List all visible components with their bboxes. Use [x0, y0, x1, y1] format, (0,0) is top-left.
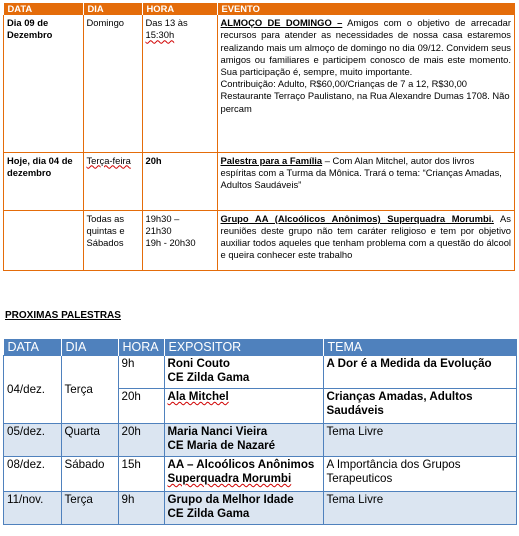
lecture-date: 11/nov. [4, 492, 62, 525]
events-header-row [4, 3, 515, 15]
event-title: Grupo AA (Alcoólicos Anônimos) Superquadra Morumbi. [220, 212, 494, 224]
events-header-event: EVENTO [217, 3, 515, 15]
event-title: Palestra para a Família [220, 154, 323, 166]
lecture-day: Sábado [61, 457, 118, 492]
event-row [4, 152, 515, 210]
event-date: Dia 09 de Dezembro [4, 15, 84, 152]
lecture-speaker: Ala Mitchel [164, 389, 323, 424]
events-header-day: DIA [83, 3, 142, 15]
lecture-date: 05/dez. [4, 424, 62, 457]
event-description [217, 210, 515, 270]
event-time [142, 210, 217, 270]
lectures-header-theme: TEMA [323, 339, 517, 356]
lecture-time: 9h [118, 356, 164, 389]
event-description [217, 15, 515, 152]
lectures-header-date: DATA [4, 339, 62, 356]
lectures-header-row [4, 339, 517, 356]
lecture-time: 15h [118, 457, 164, 492]
lecture-date: 04/dez. [4, 356, 62, 424]
lectures-header-time: HORA [118, 339, 164, 356]
lectures-header-day: DIA [61, 339, 118, 356]
lecture-date: 08/dez. [4, 457, 62, 492]
lecture-row [4, 356, 517, 389]
event-day: Terça-feira [83, 152, 142, 210]
event-date [4, 210, 84, 270]
event-time-end: 21h30 [145, 224, 172, 236]
lecture-speaker: Grupo da Melhor Idade CE Zilda Gama [164, 492, 323, 525]
lecture-speaker: AA – Alcoólicos Anônimos Superquadra Morumbi [164, 457, 323, 492]
event-time-start: Das 13 às [145, 17, 188, 29]
lecture-time: 9h [118, 492, 164, 525]
event-text: – Com Alan Mitchel, autor dos livros espíritas com a Turma da Mônica. Trará o tema: “Crianças Amadas, Adultos Saudáveis” [220, 154, 502, 191]
event-row [4, 15, 515, 152]
event-day: Domingo [83, 15, 142, 152]
events-header-date: DATA [4, 3, 84, 15]
lecture-time: 20h [118, 389, 164, 424]
event-time-end: 15:30h [145, 29, 175, 41]
events-table [3, 3, 515, 271]
lecture-speaker: Roni Couto CE Zilda Gama [164, 356, 323, 389]
lecture-day: Terça [61, 356, 118, 424]
events-header-time: HORA [142, 3, 217, 15]
event-time [142, 15, 217, 152]
lecture-row [4, 424, 517, 457]
event-extra: Contribuição: Adulto, R$60,00/Crianças de 7 a 12, R$30,00 Restaurante Terraço Paulistano, na Rua Alexandre Dumas 1708. Não percam [220, 78, 510, 114]
lecture-time: 20h [118, 424, 164, 457]
event-time-alt: 19h - 20h30 [145, 237, 196, 249]
event-time-start: 19h30 – [145, 212, 180, 224]
lectures-table [3, 339, 517, 525]
event-time: 20h [142, 152, 217, 210]
lecture-day: Terça [61, 492, 118, 525]
event-title: ALMOÇO DE DOMINGO – [220, 17, 343, 29]
lecture-day: Quarta [61, 424, 118, 457]
event-day: Todas as quintas e Sábados [83, 210, 142, 270]
lectures-header-speaker: EXPOSITOR [164, 339, 323, 356]
lecture-speaker: Maria Nanci Vieira CE Maria de Nazaré [164, 424, 323, 457]
event-text: Amigos com o objetivo de arrecadar recursos para atender as necessidades de nossa casa estaremos realizando mais um almoço de domingo no dia 09/12. Convidem seus amigos ou familiares e participem conosco de mais este momento. Sua participação é, sempre, muito importante. [220, 17, 511, 78]
lecture-theme: A Dor é a Medida da Evolução [323, 356, 517, 389]
lecture-theme: Tema Livre [323, 492, 517, 525]
event-description [217, 152, 515, 210]
lecture-theme: Crianças Amadas, Adultos Saudáveis [323, 389, 517, 424]
lecture-theme: Tema Livre [323, 424, 517, 457]
lecture-row [4, 492, 517, 525]
lecture-theme: A Importância dos Grupos Terapeuticos [323, 457, 517, 492]
section-heading: PROXIMAS PALESTRAS [5, 310, 121, 321]
event-date: Hoje, dia 04 de dezembro [4, 152, 84, 210]
event-row [4, 210, 515, 270]
event-text: As reuniões deste grupo não tem caráter religioso e tem por objetivo auxiliar todos aqueles que tenham problema com a questão do álcool e queira conhecer este trabalho [220, 212, 511, 261]
lecture-row [4, 457, 517, 492]
